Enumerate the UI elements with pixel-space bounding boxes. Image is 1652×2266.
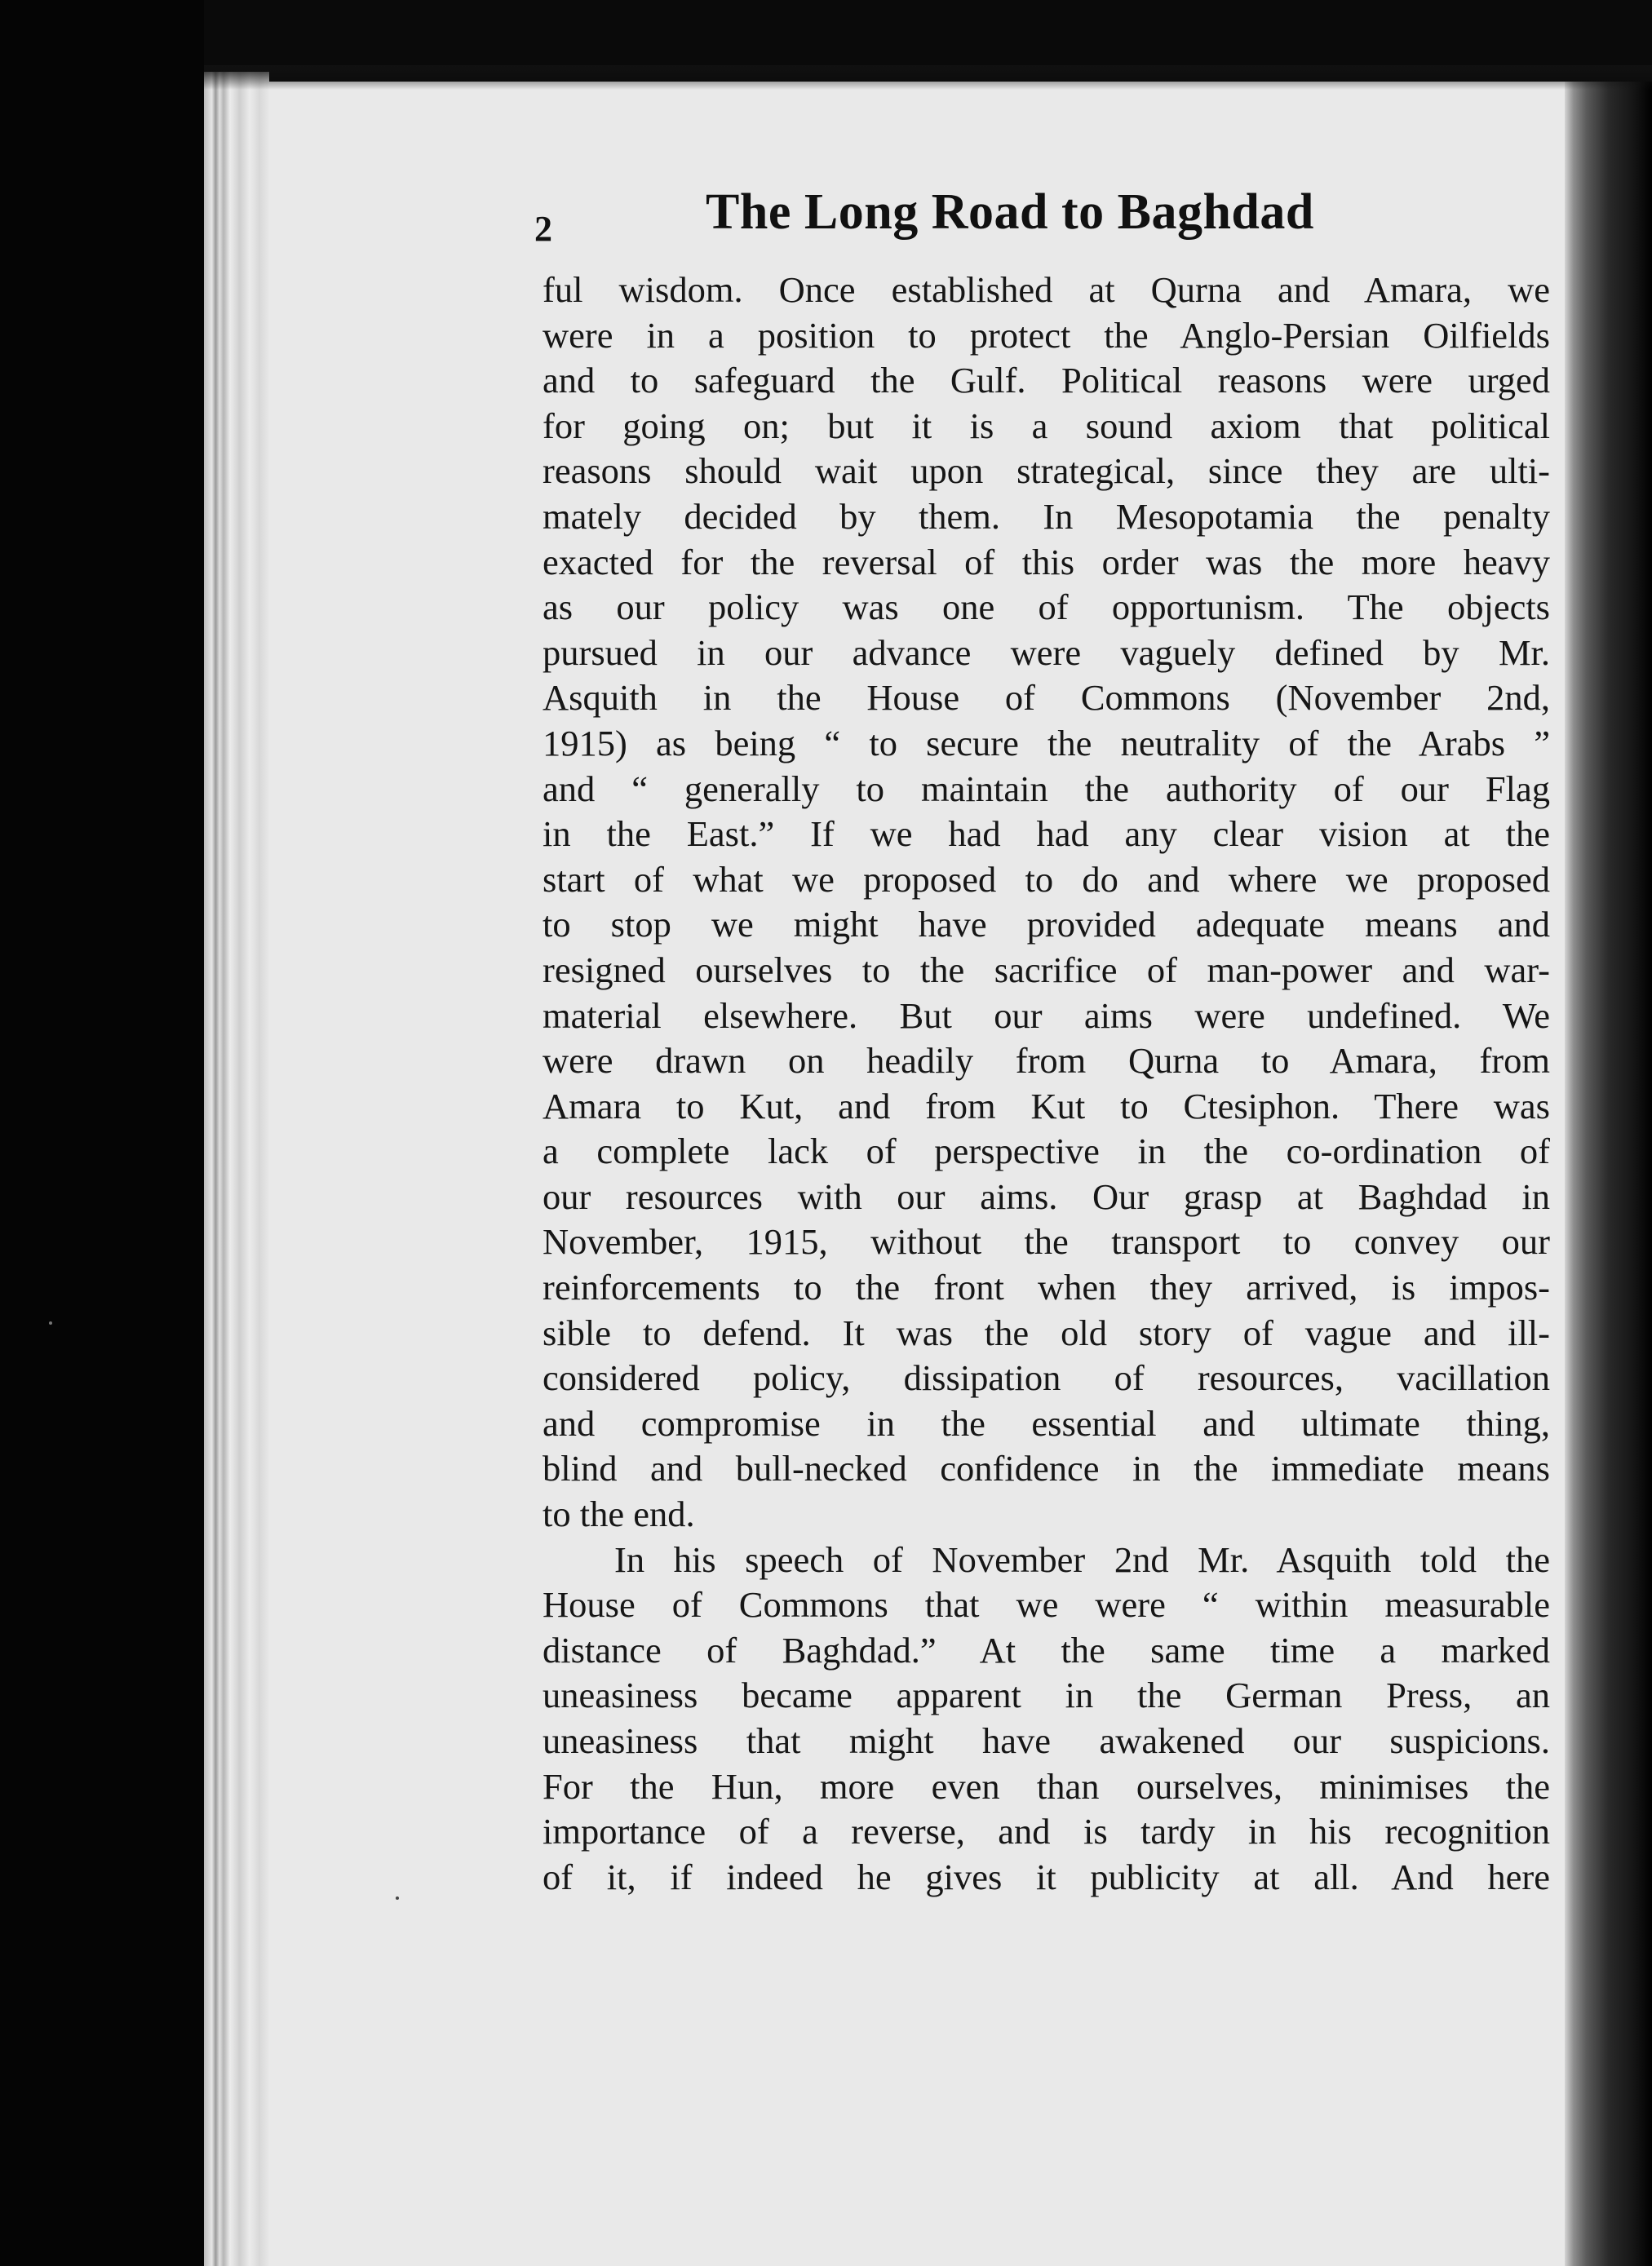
- text-line: Asquith in the House of Commons (November 2nd,: [543, 677, 1550, 719]
- text-line: uneasiness became apparent in the German Press, an: [543, 1675, 1550, 1716]
- dust-speck: [396, 1896, 399, 1900]
- dust-speck: [49, 1321, 52, 1325]
- text-line: and compromise in the essential and ultimate thing,: [543, 1402, 1550, 1444]
- text-line: Amara to Kut, and from Kut to Ctesiphon. There was: [543, 1085, 1550, 1126]
- text-line: House of Commons that we were “ within measurable: [543, 1584, 1550, 1626]
- text-line: considered policy, dissipation of resources, vacillation: [543, 1357, 1550, 1399]
- text-line: importance of a reverse, and is tardy in his recognition: [543, 1811, 1550, 1852]
- text-line: sible to defend. It was the old story of vague and ill-: [543, 1312, 1550, 1353]
- text-line: exacted for the reversal of this order was the more heavy: [543, 541, 1550, 582]
- text-line: were in a position to protect the Anglo-Persian Oilfields: [543, 314, 1550, 356]
- text-line: of it, if indeed he gives it publicity at all. And here: [543, 1856, 1550, 1897]
- text-line: reasons should wait upon strategical, since they are ulti-: [543, 450, 1550, 492]
- text-line: blind and bull-necked confidence in the immediate means: [543, 1448, 1550, 1489]
- text-line: a complete lack of perspective in the co-ordination of: [543, 1131, 1550, 1172]
- text-line: November, 1915, without the transport to convey our: [543, 1221, 1550, 1263]
- book-binding-shadow: [1565, 82, 1652, 2266]
- text-line: In his speech of November 2nd Mr. Asquith told the: [614, 1538, 1550, 1580]
- text-line: and “ generally to maintain the authority of our Flag: [543, 768, 1550, 809]
- text-line: reinforcements to the front when they arrived, is impos-: [543, 1267, 1550, 1308]
- text-line: For the Hun, more even than ourselves, minimises the: [543, 1765, 1550, 1807]
- page-number: 2: [534, 209, 552, 249]
- top-edge-shadow: [204, 65, 1652, 90]
- text-line: were drawn on headily from Qurna to Amara, from: [543, 1040, 1550, 1082]
- text-line: start of what we proposed to do and where we proposed: [543, 858, 1550, 900]
- body-text: [543, 268, 1550, 1900]
- text-line: in the East.” If we had had any clear vision at the: [543, 813, 1550, 855]
- text-line: ful wisdom. Once established at Qurna and Amara, we: [543, 269, 1550, 310]
- text-line: mately decided by them. In Mesopotamia the penalty: [543, 495, 1550, 537]
- page-stack-edge: [204, 72, 269, 2266]
- running-header: [534, 184, 1375, 249]
- text-line: and to safeguard the Gulf. Political reasons were urged: [543, 360, 1550, 401]
- text-line: our resources with our aims. Our grasp at Baghdad in: [543, 1175, 1550, 1217]
- scan-background-left: [0, 0, 204, 2266]
- text-line: material elsewhere. But our aims were undefined. We: [543, 994, 1550, 1036]
- text-line: resigned ourselves to the sacrifice of man-power and war-: [543, 949, 1550, 990]
- text-line: as our policy was one of opportunism. The objects: [543, 586, 1550, 628]
- text-line: 1915) as being “ to secure the neutrality of the Arabs ”: [543, 722, 1550, 763]
- text-line: to stop we might have provided adequate means and: [543, 904, 1550, 945]
- text-line: uneasiness that might have awakened our suspicions.: [543, 1720, 1550, 1761]
- running-title: The Long Road to Baghdad: [706, 184, 1314, 240]
- text-line: for going on; but it is a sound axiom that political: [543, 405, 1550, 446]
- text-line: to the end.: [543, 1494, 695, 1535]
- text-line: distance of Baghdad.” At the same time a marked: [543, 1629, 1550, 1671]
- text-line: pursued in our advance were vaguely defined by Mr.: [543, 631, 1550, 673]
